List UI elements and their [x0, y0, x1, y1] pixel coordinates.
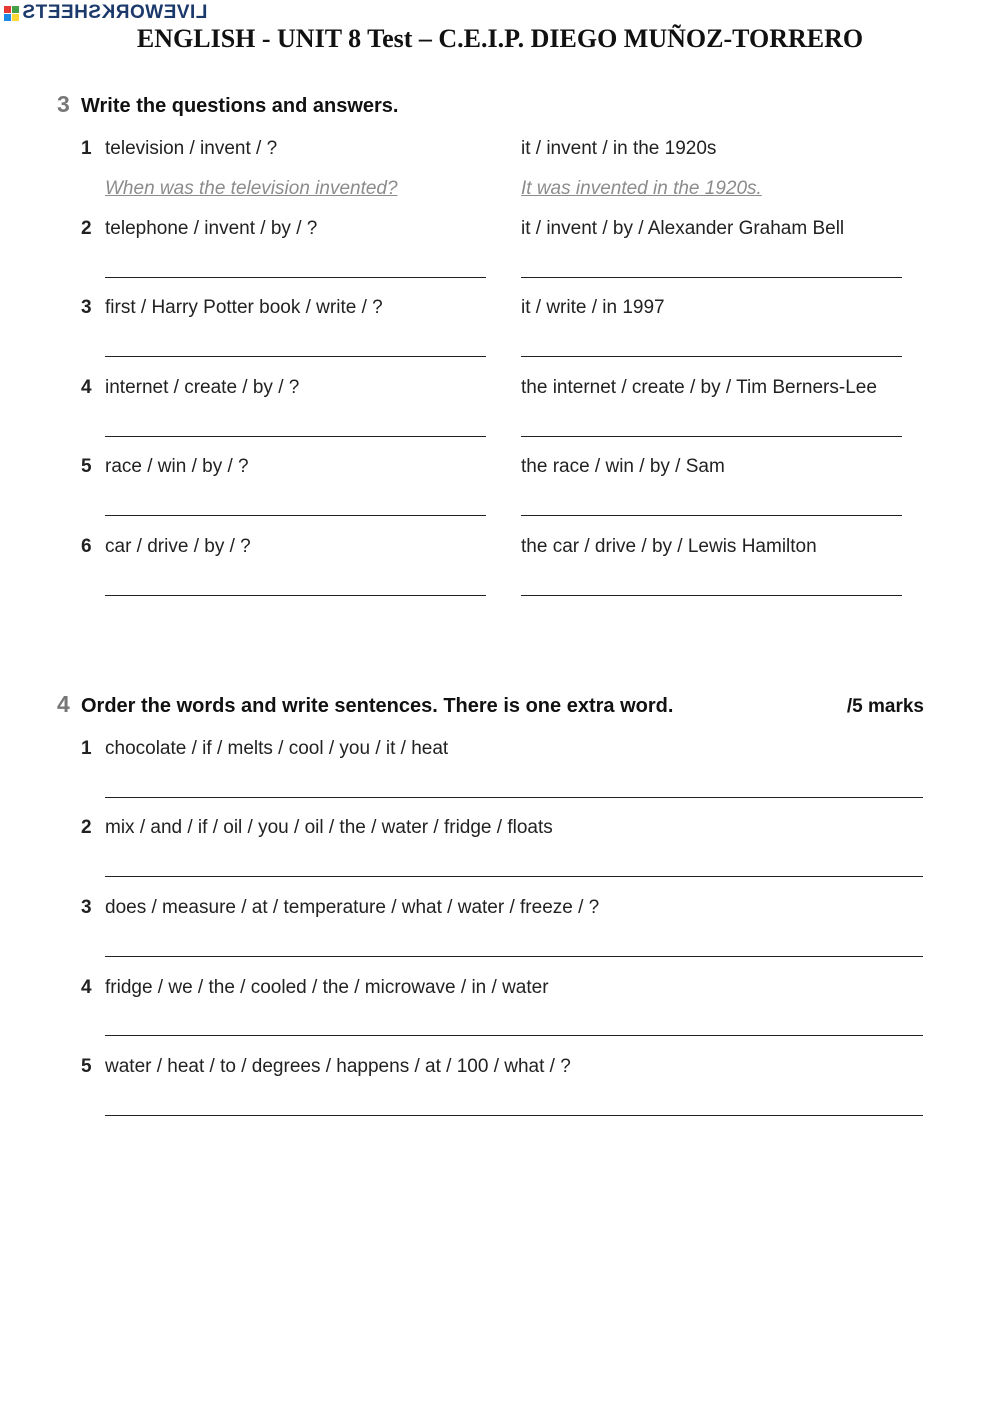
item-number: 5 [81, 456, 92, 477]
sentence-answer-line[interactable] [105, 1115, 923, 1116]
sentence-answer-line[interactable] [105, 876, 923, 877]
marks-label: /5 marks [846, 696, 924, 717]
question-prompt: television / invent / ? [105, 138, 278, 159]
question-answer-line[interactable] [105, 515, 486, 516]
word-order-prompt: does / measure / at / temperature / what / water / freeze / ? [105, 897, 600, 918]
question-answer-line[interactable] [105, 356, 486, 357]
item-number: 1 [81, 738, 92, 759]
answer-answer-line[interactable] [521, 356, 902, 357]
question-answer-line[interactable] [105, 277, 486, 278]
section-title: Order the words and write sentences. There is one extra word. [81, 695, 674, 717]
answer-answer-line[interactable] [521, 515, 902, 516]
question-prompt: telephone / invent / by / ? [105, 218, 318, 239]
word-order-prompt: chocolate / if / melts / cool / you / it / heat [105, 738, 449, 759]
item-number: 2 [81, 218, 92, 239]
section-number: 4 [57, 691, 70, 717]
section-number: 3 [57, 91, 70, 117]
item-number: 2 [81, 817, 92, 838]
question-answer-line[interactable] [105, 436, 486, 437]
section-3-heading [57, 91, 398, 118]
word-order-prompt: water / heat / to / degrees / happens / at / 100 / what / ? [105, 1056, 571, 1077]
question-answer-line[interactable] [105, 595, 486, 596]
example-answer: It was invented in the 1920s. [521, 178, 762, 199]
sentence-answer-line[interactable] [105, 797, 923, 798]
answer-answer-line[interactable] [521, 595, 902, 596]
item-number: 5 [81, 1056, 92, 1077]
sentence-answer-line[interactable] [105, 1035, 923, 1036]
word-order-prompt: mix / and / if / oil / you / oil / the / water / fridge / floats [105, 817, 553, 838]
logo-square-yellow [12, 14, 19, 21]
item-number: 3 [81, 897, 92, 918]
question-prompt: internet / create / by / ? [105, 377, 300, 398]
item-number: 4 [81, 377, 92, 398]
item-number: 3 [81, 297, 92, 318]
section-4-heading [57, 691, 673, 718]
item-number: 4 [81, 977, 92, 998]
question-prompt: first / Harry Potter book / write / ? [105, 297, 383, 318]
logo-square-green [12, 6, 19, 13]
item-number: 1 [81, 138, 92, 159]
example-question: When was the television invented? [105, 178, 398, 199]
liveworksheets-logo [4, 2, 207, 24]
answer-prompt: it / write / in 1997 [521, 297, 665, 318]
logo-square-red [4, 6, 11, 13]
question-prompt: car / drive / by / ? [105, 536, 251, 557]
logo-mark [4, 6, 19, 21]
answer-prompt: it / invent / in the 1920s [521, 138, 717, 159]
word-order-prompt: fridge / we / the / cooled / the / microwave / in / water [105, 977, 549, 998]
document-title: ENGLISH - UNIT 8 Test – C.E.I.P. DIEGO MUÑOZ-TORRERO [136, 24, 864, 53]
sentence-answer-line[interactable] [105, 956, 923, 957]
answer-answer-line[interactable] [521, 277, 902, 278]
logo-square-blue [4, 14, 11, 21]
section-title: Write the questions and answers. [81, 95, 399, 117]
answer-prompt: the internet / create / by / Tim Berners-Lee [521, 377, 877, 398]
question-prompt: race / win / by / ? [105, 456, 249, 477]
logo-text: LIVEWORKSHEETS [22, 2, 208, 23]
item-number: 6 [81, 536, 92, 557]
answer-prompt: the car / drive / by / Lewis Hamilton [521, 536, 817, 557]
answer-answer-line[interactable] [521, 436, 902, 437]
answer-prompt: it / invent / by / Alexander Graham Bell [521, 218, 845, 239]
answer-prompt: the race / win / by / Sam [521, 456, 725, 477]
